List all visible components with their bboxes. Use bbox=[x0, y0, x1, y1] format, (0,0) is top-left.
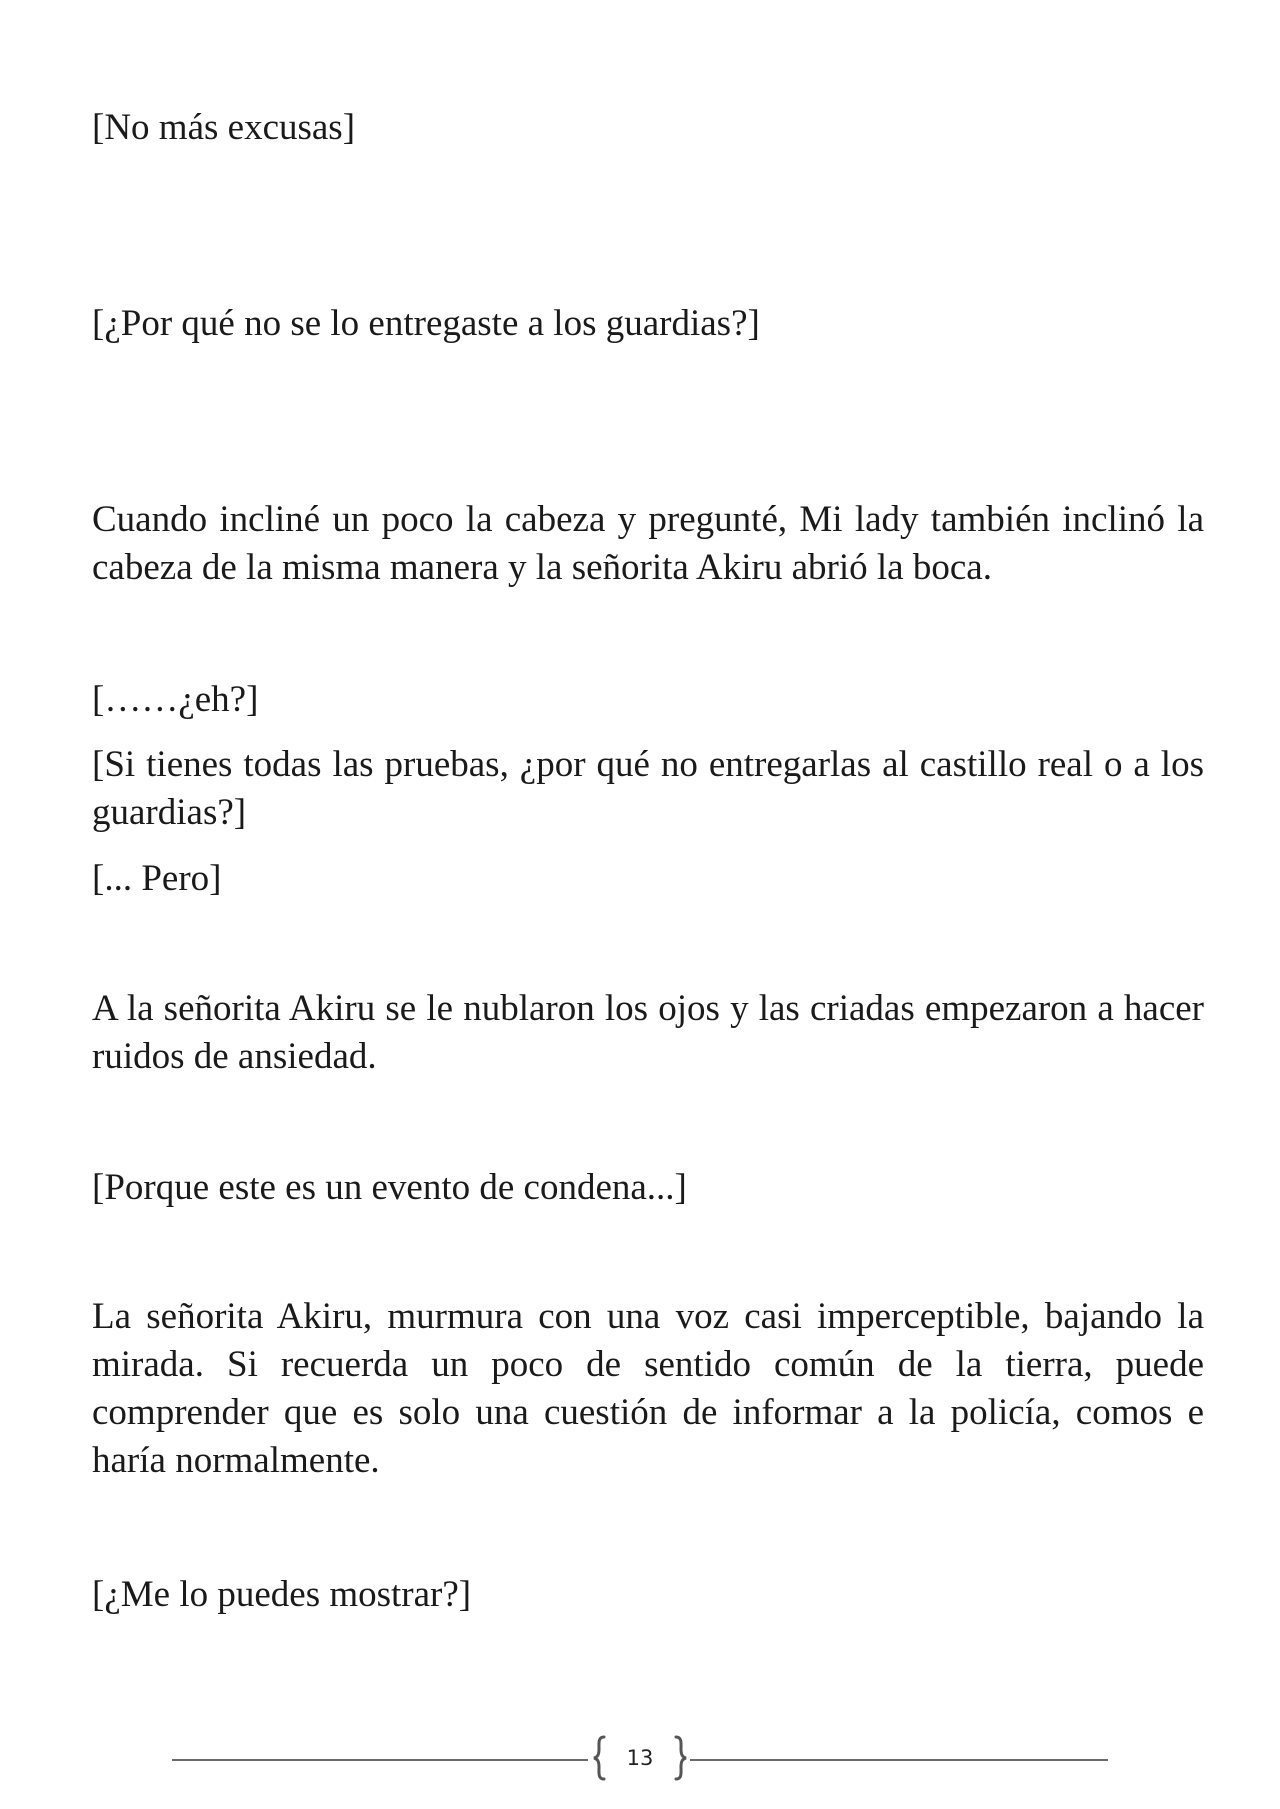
paragraph-no-mas-excusas: [No más excusas] bbox=[92, 107, 356, 148]
right-brace-icon bbox=[674, 1735, 688, 1781]
page-number: 13 bbox=[626, 1746, 654, 1770]
paragraph-eh: [……¿eh?] bbox=[92, 679, 259, 720]
paragraph-murmura: La señorita Akiru, murmura con una voz casi imperceptible, bajando la mirada. Si recuerda un poco de sentido común de la tierra, puede comprender que es solo una cuestión de informar a la policía, comos e haría normalmente. bbox=[92, 1296, 1204, 1481]
paragraph-se-le-nublaron: A la señorita Akiru se le nublaron los ojos y las criadas empezaron a hacer ruidos de ansiedad. bbox=[92, 988, 1204, 1077]
paragraph-por-que-guardias: [¿Por qué no se lo entregaste a los guardias?] bbox=[92, 303, 760, 344]
footer-rule-right bbox=[690, 1759, 1108, 1761]
paragraph-si-tienes-pruebas: [Si tienes todas las pruebas, ¿por qué no entregarlas al castillo real o a los guardias?] bbox=[92, 744, 1204, 833]
paragraph-me-lo-puedes-mostrar: [¿Me lo puedes mostrar?] bbox=[92, 1574, 472, 1615]
page-footer bbox=[0, 1735, 1280, 1785]
left-brace-icon bbox=[592, 1735, 606, 1781]
paragraph-evento-condena: [Porque este es un evento de condena...] bbox=[92, 1167, 687, 1208]
paragraph-cuando-incline: Cuando incliné un poco la cabeza y pregunté, Mi lady también inclinó la cabeza de la misma manera y la señorita Akiru abrió la boca. bbox=[92, 499, 1204, 588]
footer-rule-left bbox=[172, 1759, 588, 1761]
paragraph-pero: [... Pero] bbox=[92, 858, 222, 899]
